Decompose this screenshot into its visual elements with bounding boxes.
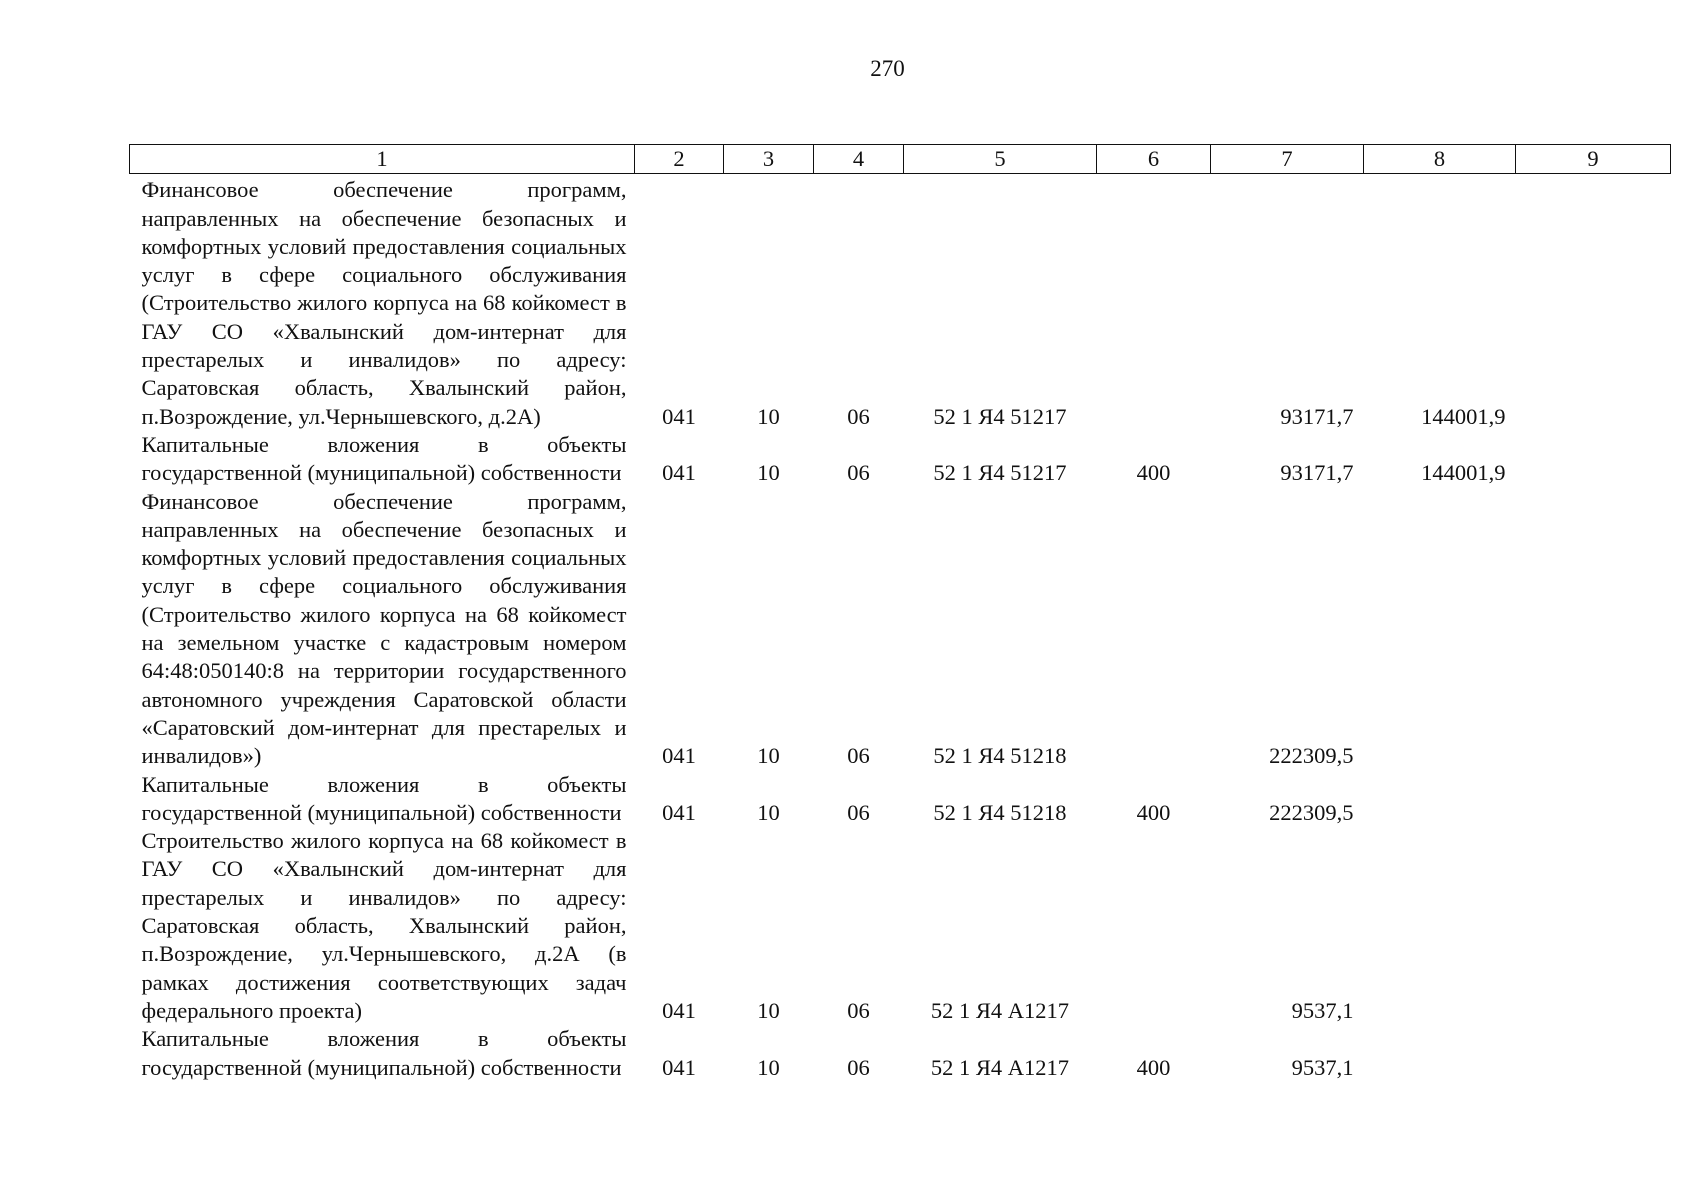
cell-target-article: 52 1 Я4 А1217 [930,997,1070,1023]
row-name: Капитальные вложения в объекты государственной (муниципальной) собственности [141,1026,627,1080]
cell-section: 10 [757,799,780,825]
cell-amount-col7: 222309,5 [1269,799,1354,825]
header-col-1: 1 [130,145,635,174]
cell-amount-col9 [1516,488,1671,771]
cell-amount-col7: 222309,5 [1269,743,1354,769]
cell-amount-col9 [1516,1025,1671,1082]
cell-expense-type [1097,488,1211,771]
row-name: Строительство жилого корпуса на 68 койкомест в ГАУ СО «Хвалынский дом-интернат для престарелых и инвалидов» по адресу: Саратовская область, Хвалынский район, п.Возрождение, ул.Чернышевского, д.2А (в рамках достижения соответствующих задач федерального проекта) [141,828,627,1023]
cell-ministry-code: 041 [662,997,696,1023]
cell-expense-type: 400 [1136,460,1171,486]
cell-ministry-code: 041 [662,1054,696,1080]
cell-ministry-code: 041 [662,403,696,429]
cell-amount-col7: 9537,1 [1291,1054,1354,1080]
header-col-4: 4 [814,145,904,174]
cell-expense-type: 400 [1136,1054,1171,1080]
table-header-row [130,145,1671,174]
header-col-7: 7 [1211,145,1364,174]
cell-target-article: 52 1 Я4 51218 [933,799,1067,825]
cell-amount-col7: 93171,7 [1280,460,1354,486]
row-name: Финансовое обеспечение программ, направленных на обеспечение безопасных и комфортных условий предоставления социальных услуг в сфере социального обслуживания (Строительство жилого корпуса на 68 койкомест на земельном участке с кадастровым номером 64:48:050140:8 на территории государственного автономного учреждения Саратовской области «Саратовский дом-интернат для престарелых и инвалидов») [141,488,627,769]
table-row [130,431,1671,488]
cell-expense-type [1097,827,1211,1025]
cell-subsection: 06 [847,743,870,769]
cell-subsection: 06 [847,799,870,825]
header-col-3: 3 [724,145,814,174]
cell-section: 10 [757,997,780,1023]
cell-amount-col8: 144001,9 [1421,460,1506,486]
cell-amount-col8 [1364,488,1516,771]
cell-expense-type: 400 [1136,799,1171,825]
cell-subsection: 06 [847,403,870,429]
cell-amount-col9 [1516,827,1671,1025]
cell-ministry-code: 041 [662,460,696,486]
cell-amount-col7: 9537,1 [1291,997,1354,1023]
cell-amount-col8 [1364,771,1516,828]
header-col-5: 5 [904,145,1097,174]
row-name: Капитальные вложения в объекты государственной (муниципальной) собственности [141,431,627,486]
cell-section: 10 [757,403,780,429]
cell-amount-col9 [1516,771,1671,828]
header-col-6: 6 [1097,145,1211,174]
cell-amount-col8 [1364,1025,1516,1082]
table-row [130,488,1671,771]
cell-ministry-code: 041 [662,743,696,769]
header-col-9: 9 [1516,145,1671,174]
budget-table [129,144,1671,1082]
cell-ministry-code: 041 [662,799,696,825]
cell-target-article: 52 1 Я4 51217 [933,403,1067,429]
table-row [130,1025,1671,1082]
cell-amount-col9 [1516,174,1671,431]
page-number: 270 [870,56,905,81]
cell-target-article: 52 1 Я4 51217 [933,460,1067,486]
cell-subsection: 06 [847,1054,870,1080]
header-col-8: 8 [1364,145,1516,174]
cell-target-article: 52 1 Я4 51218 [933,743,1067,769]
cell-section: 10 [757,460,780,486]
cell-subsection: 06 [847,460,870,486]
table-row [130,771,1671,828]
cell-section: 10 [757,743,780,769]
row-name: Капитальные вложения в объекты государственной (муниципальной) собственности [141,771,627,825]
row-name: Финансовое обеспечение программ, направленных на обеспечение безопасных и комфортных условий предоставления социальных услуг в сфере социального обслуживания (Строительство жилого корпуса на 68 койкомест в ГАУ СО «Хвалынский дом-интернат для престарелых и инвалидов» по адресу: Саратовская область, Хвалынский район, п.Возрождение, ул.Чернышевского, д.2А) [141,177,627,429]
cell-amount-col8: 144001,9 [1421,403,1506,429]
cell-target-article: 52 1 Я4 А1217 [930,1054,1070,1080]
cell-amount-col7: 93171,7 [1280,403,1354,429]
cell-section: 10 [757,1054,780,1080]
cell-amount-col8 [1364,827,1516,1025]
header-col-2: 2 [635,145,724,174]
cell-expense-type [1097,174,1211,431]
cell-amount-col9 [1516,431,1671,488]
cell-subsection: 06 [847,997,870,1023]
table-row [130,174,1671,431]
table-row [130,827,1671,1025]
